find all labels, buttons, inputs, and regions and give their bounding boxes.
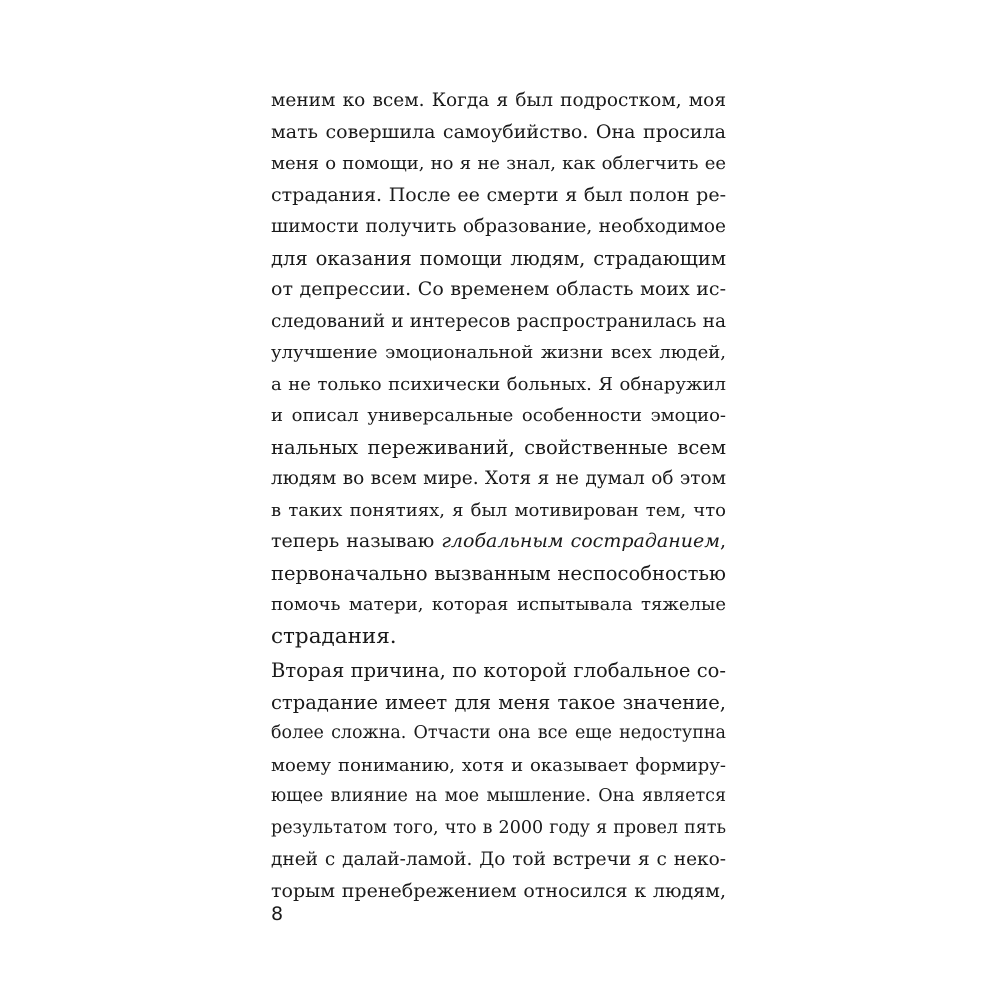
emphasized-term: глобальным состраданием — [441, 530, 720, 552]
page-number: 8 — [271, 903, 284, 925]
text-line: результатом того, что в 2000 году я провел пять — [271, 817, 726, 838]
text-line: страдания. — [271, 623, 397, 649]
text-line: и описал универсальные особенности эмоцио- — [271, 405, 726, 426]
text-line: следований и интересов распространилась на — [271, 310, 726, 332]
text-line: дней с далай-ламой. До той встречи я с неко- — [271, 849, 726, 870]
text-line: моему пониманию, хотя и оказывает формиру- — [271, 754, 726, 776]
text-fragment: , — [719, 530, 726, 552]
text-line: помочь матери, которая испытывала тяжелые — [271, 594, 726, 615]
text-line: более сложна. Отчасти она все еще недоступна — [271, 723, 726, 743]
text-line: меня о помощи, но я не знал, как облегчить ее — [271, 153, 726, 174]
paragraph-2 — [271, 655, 726, 907]
text-line: мать совершила самоубийство. Она просила — [271, 120, 726, 143]
paragraph-1 — [271, 85, 726, 652]
text-line: Вторая причина, по которой глобальное со- — [271, 659, 726, 682]
text-line: нальных переживаний, свойственные всем — [271, 435, 726, 459]
text-line: от депрессии. Со временем область моих ис- — [271, 278, 726, 300]
text-fragment: теперь называю — [271, 530, 442, 552]
text-line: улучшение эмоциональной жизни всех людей, — [271, 342, 726, 363]
text-line-with-emphasis — [271, 526, 726, 558]
text-line: меним ко всем. Когда я был подростком, моя — [271, 90, 726, 111]
text-line: шимости получить образование, необходимое — [271, 216, 726, 237]
text-line: страдание имеет для меня такое значение, — [271, 690, 726, 714]
text-line: торым пренебрежением относился к людям, — [271, 879, 726, 902]
text-line: людям во всем мире. Хотя я не думал об этом — [271, 468, 726, 489]
text-line: для оказания помощи людям, страдающим — [271, 246, 726, 270]
text-line: страдания. После ее смерти я был полон ре- — [271, 183, 726, 206]
text-line: первоначально вызванным неспособностью — [271, 561, 726, 585]
text-line: в таких понятиях, я был мотивирован тем, что — [271, 499, 726, 521]
text-line: а не только психически больных. Я обнаружил — [271, 373, 726, 395]
text-line: ющее влияние на мое мышление. Она является — [271, 786, 726, 806]
